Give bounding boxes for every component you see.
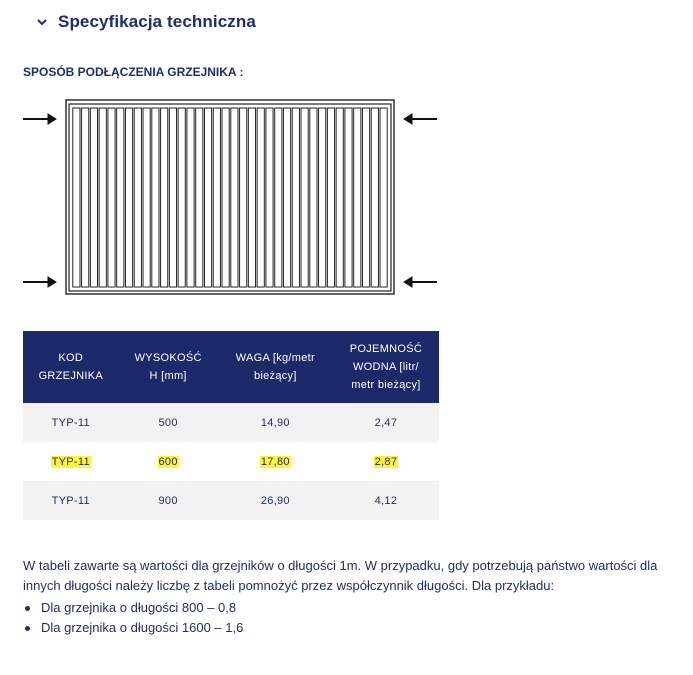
radiator-fin: [213, 108, 220, 287]
radiator-fin: [319, 108, 326, 287]
radiator-fin: [82, 108, 89, 287]
radiator-fin: [275, 108, 282, 287]
spec-table: [23, 331, 439, 520]
radiator-fin: [266, 108, 273, 287]
arrow-icon: [404, 114, 437, 124]
list-item: Dla grzejnika o długości 800 – 0,8: [23, 598, 243, 618]
section-toggle[interactable]: [36, 12, 256, 32]
cell-height: 900: [119, 481, 218, 520]
radiator-fin: [169, 108, 176, 287]
radiator-fin: [257, 108, 264, 287]
table-row: [23, 403, 439, 442]
radiator-fin: [204, 108, 211, 287]
arrow-icon: [23, 277, 56, 287]
radiator-fin: [336, 108, 343, 287]
arrow-icon: [404, 277, 437, 287]
radiator-fin: [327, 108, 334, 287]
radiator-fin: [310, 108, 317, 287]
radiator-fin: [231, 108, 238, 287]
header-capacity: POJEMNOŚĆ WODNA [litr/ metr bieżący]: [333, 331, 439, 403]
radiator-fin: [143, 108, 150, 287]
radiator-fin: [301, 108, 308, 287]
radiator-fin: [134, 108, 141, 287]
cell-capacity: 2,47: [333, 403, 439, 442]
radiator-diagram: [20, 95, 440, 297]
length-note: W tabeli zawarte są wartości dla grzejników o długości 1m. W przypadku, gdy potrzebują państwo wartości dla innych długości należy liczbę z tabeli pomnożyć przez współczynnik długości. Dla przykładu:: [23, 558, 658, 593]
header-height: WYSOKOŚĆ H [mm]: [119, 331, 218, 403]
header-code: KOD GRZEJNIKA: [23, 331, 119, 403]
radiator-fin: [196, 108, 203, 287]
radiator-fin: [283, 108, 290, 287]
radiator-fin: [99, 108, 106, 287]
radiator-fin: [354, 108, 361, 287]
radiator-fin: [152, 108, 159, 287]
cell-capacity: 4,12: [333, 481, 439, 520]
list-item: Dla grzejnika o długości 1600 – 1,6: [23, 618, 243, 638]
radiator-fin: [362, 108, 369, 287]
radiator-fin: [371, 108, 378, 287]
radiator-fin: [187, 108, 194, 287]
radiator-fin: [240, 108, 247, 287]
radiator-fin: [161, 108, 168, 287]
radiator-fin: [345, 108, 352, 287]
examples-list: [23, 598, 243, 638]
radiator-fin: [248, 108, 255, 287]
radiator-fin: [178, 108, 185, 287]
cell-code: TYP-11: [23, 403, 119, 442]
chevron-down-icon: [36, 16, 48, 28]
table-row-highlighted: [23, 442, 439, 481]
radiator-fin: [222, 108, 229, 287]
radiator-fin: [108, 108, 115, 287]
section-title: Specyfikacja techniczna: [58, 12, 256, 31]
cell-weight: 26,90: [218, 481, 333, 520]
radiator-fin: [117, 108, 124, 287]
table-header-row: [23, 331, 439, 403]
cell-code: TYP-11: [23, 442, 119, 481]
cell-capacity: 2,87: [333, 442, 439, 481]
cell-code: TYP-11: [23, 481, 119, 520]
cell-height: 500: [119, 403, 218, 442]
radiator-fin: [292, 108, 299, 287]
cell-weight: 17,80: [218, 442, 333, 481]
radiator-fin: [380, 108, 387, 287]
cell-height: 600: [119, 442, 218, 481]
table-row: [23, 481, 439, 520]
radiator-fin: [73, 108, 80, 287]
radiator-fin: [90, 108, 97, 287]
radiator-fin: [125, 108, 132, 287]
cell-weight: 14,90: [218, 403, 333, 442]
connection-title: SPOSÓB PODŁĄCZENIA GRZEJNIKA :: [23, 65, 244, 79]
arrow-icon: [23, 114, 56, 124]
header-weight: WAGA [kg/metr bieżący]: [218, 331, 333, 403]
